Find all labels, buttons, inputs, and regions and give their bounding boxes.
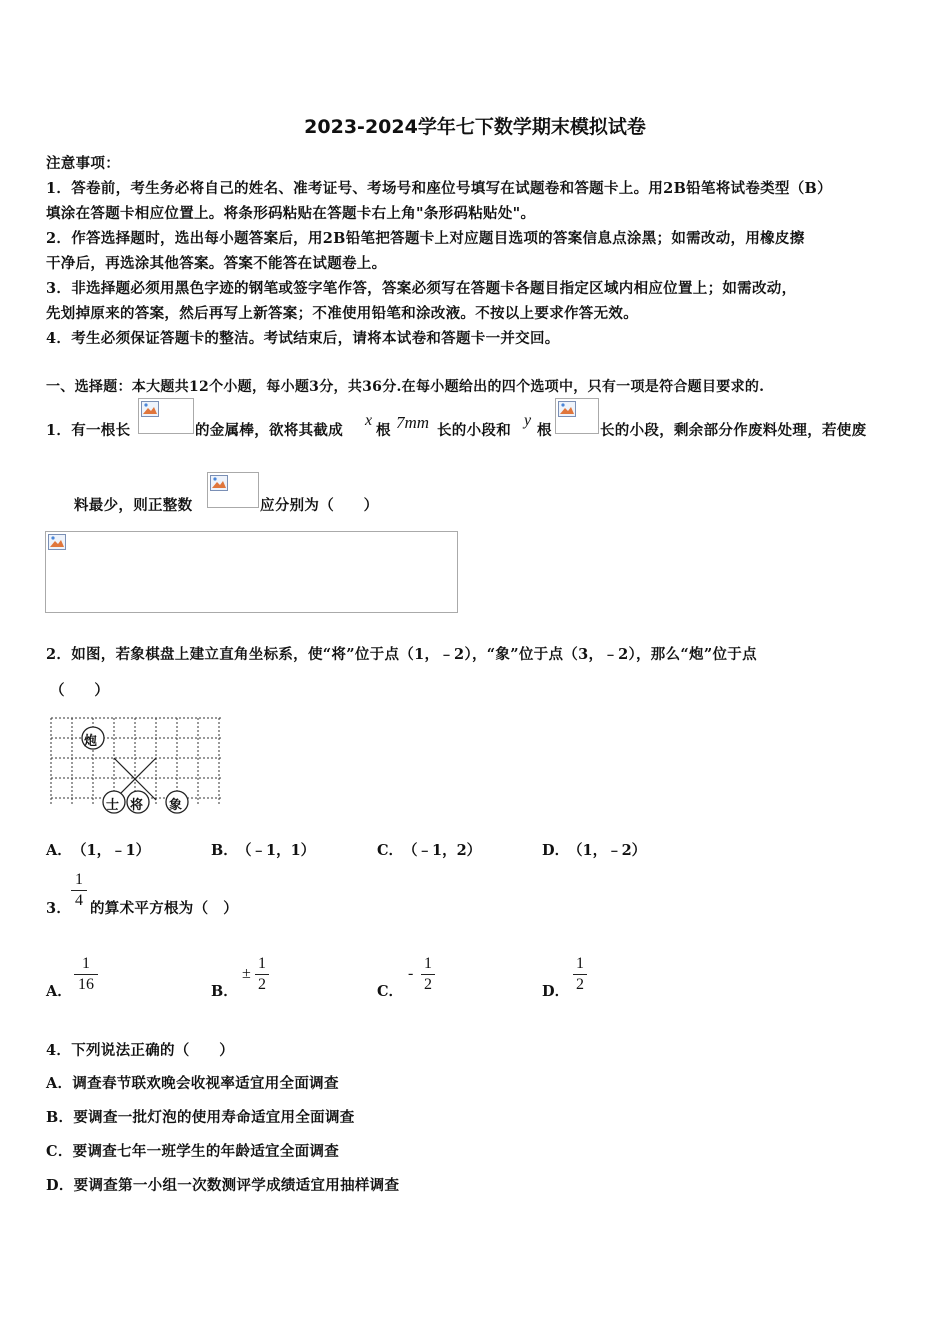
notice-line: 3．非选择题必须用黑色字迹的钢笔或签字笔作答，答案必须写在答题卡各题目指定区域内相应位置上；如需改动，	[46, 280, 797, 297]
piece-xiang: 象	[169, 798, 183, 813]
frac-den: 4	[75, 892, 83, 909]
q1-text: 料最少，则正整数	[74, 497, 193, 514]
option-letter: D．	[542, 842, 570, 859]
frac-den: 2	[424, 976, 432, 993]
q1-text: 长的小段和	[437, 422, 511, 439]
q4-option: B．要调查一批灯泡的使用寿命适宜用全面调查	[46, 1109, 355, 1126]
sign-minus: -	[408, 965, 414, 982]
unit-7mm: 7mm	[396, 413, 430, 432]
broken-image-options	[45, 531, 458, 613]
piece-pao: 炮	[84, 734, 98, 749]
fraction-option	[255, 955, 269, 994]
fraction-option	[421, 955, 435, 994]
page-title: 2023-2024学年七下数学期末模拟试卷	[304, 116, 646, 138]
notice-line: 填涂在答题卡相应位置上。将条形码粘贴在答题卡右上角"条形码粘贴处"。	[46, 205, 536, 222]
chess-board-figure	[46, 714, 226, 816]
piece-shi: 士	[106, 798, 120, 813]
q1-text: 根	[537, 422, 552, 439]
notice-line: 先划掉原来的答案，然后再写上新答案；不准使用铅笔和涂改液。不按以上要求作答无效。	[46, 305, 638, 322]
notice-line: 1．答卷前，考生务必将自己的姓名、准考证号、考场号和座位号填写在试题卷和答题卡上。用2B铅笔将试卷类型（B）	[46, 180, 832, 197]
frac-num: 1	[424, 955, 432, 972]
q1-text: 应分别为（ ）	[260, 497, 379, 514]
q2-stem: （ ）	[50, 682, 110, 699]
q1-text: 长的小段，剩余部分作废料处理，若使废	[600, 422, 867, 439]
var-y: y	[524, 412, 532, 429]
option-letter: C．	[377, 842, 404, 859]
q1-text: 根	[376, 422, 391, 439]
frac-num: 1	[82, 955, 90, 972]
fraction-one-quarter	[71, 871, 87, 910]
section-heading: 一、选择题：本大题共12个小题，每小题3分，共36分.在每小题给出的四个选项中，只有一项是符合题目要求的.	[46, 379, 765, 395]
q4-option: A．调查春节联欢晚会收视率适宜用全面调查	[46, 1075, 339, 1092]
option-text: （1，﹣1）	[72, 842, 151, 859]
q1-text: 1．有一根长	[46, 422, 131, 439]
notice-line: 4．考生必须保证答题卡的整洁。考试结束后，请将本试卷和答题卡一并交回。	[46, 330, 560, 347]
frac-num: 1	[75, 871, 83, 888]
frac-den: 16	[78, 976, 94, 993]
q2-stem: 2．如图，若象棋盘上建立直角坐标系，使“将”位于点（1，﹣2），“象”位于点（3，﹣2），那么“炮”位于点	[46, 646, 757, 663]
broken-image-icon	[207, 472, 259, 508]
option-letter: A．	[46, 842, 72, 859]
fraction-option	[74, 955, 98, 994]
option-letter: D．	[542, 983, 570, 1000]
option-text: （﹣1，2）	[403, 842, 482, 859]
q1-text: 的金属棒，欲将其截成	[195, 422, 343, 439]
frac-num: 1	[576, 955, 584, 972]
option-text: （﹣1，1）	[237, 842, 316, 859]
option-letter: A．	[46, 983, 72, 1000]
frac-den: 2	[258, 976, 266, 993]
notice-heading: 注意事项：	[46, 155, 120, 172]
notice-line: 2．作答选择题时，选出每小题答案后，用2B铅笔把答题卡上对应题目选项的答案信息点涂黑；如需改动，用橡皮擦	[46, 230, 805, 247]
fraction-option	[573, 955, 587, 994]
q4-option: C．要调查七年一班学生的年龄适宜全面调查	[46, 1143, 340, 1160]
option-letter: B．	[211, 983, 238, 1000]
notice-line: 干净后，再选涂其他答案。答案不能答在试题卷上。	[46, 255, 387, 272]
option-letter: B．	[211, 842, 238, 859]
var-x: x	[365, 412, 373, 429]
frac-num: 1	[258, 955, 266, 972]
q3-stem: 的算术平方根为（ ）	[90, 900, 238, 917]
q4-option: D．要调查第一小组一次数测评学成绩适宜用抽样调查	[46, 1177, 400, 1194]
broken-image-icon	[555, 398, 599, 434]
sign-plus-minus: ±	[242, 965, 251, 982]
frac-den: 2	[576, 976, 584, 993]
broken-image-icon	[138, 398, 194, 434]
piece-jiang: 将	[130, 798, 144, 813]
option-text: （1，﹣2）	[568, 842, 647, 859]
q3-prefix: 3．	[46, 900, 72, 917]
option-letter: C．	[377, 983, 404, 1000]
q4-stem: 4．下列说法正确的（ ）	[46, 1042, 234, 1059]
